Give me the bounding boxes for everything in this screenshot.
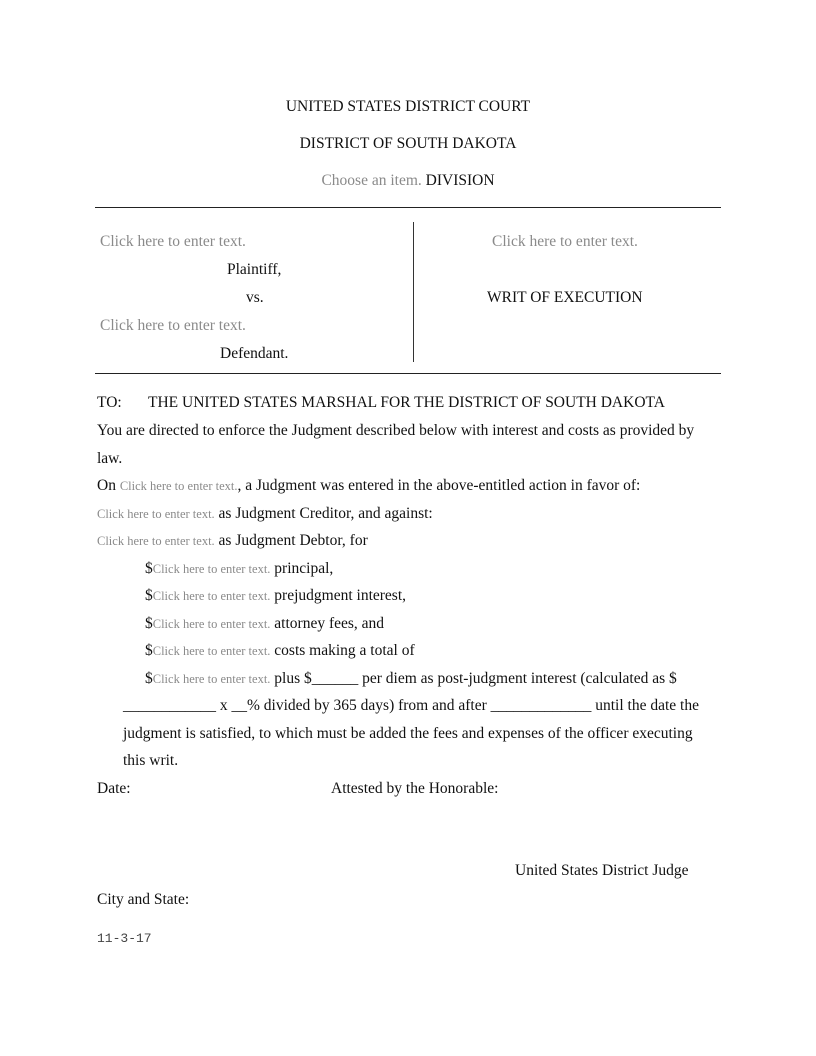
dollar-sign: $	[145, 670, 153, 687]
judgment-entered-text: , a Judgment was entered in the above-entitled action in favor of:	[237, 477, 641, 494]
creditor-line	[97, 505, 433, 523]
costs-field[interactable]: Click here to enter text.	[152, 644, 271, 658]
defendant-name-field[interactable]: Click here to enter text.	[100, 317, 246, 334]
caption-bottom-rule	[95, 373, 721, 374]
attorney-fees-field[interactable]: Click here to enter text.	[152, 617, 271, 631]
judgment-date-field[interactable]: Click here to enter text.	[119, 479, 238, 493]
judge-title: United States District Judge	[515, 862, 689, 879]
form-revision: 11-3-17	[97, 931, 152, 946]
dollar-sign: $	[145, 587, 153, 604]
directive-line: You are directed to enforce the Judgment described below with interest and costs as provided by	[97, 422, 695, 439]
debtor-text: as Judgment Debtor, for	[218, 532, 368, 549]
total-amount-field[interactable]: Click here to enter text.	[152, 672, 271, 686]
case-number-field[interactable]: Click here to enter text.	[492, 233, 638, 250]
total-line	[145, 670, 677, 688]
principal-label: principal,	[274, 560, 334, 577]
on-label: On	[97, 477, 116, 494]
date-label: Date:	[97, 780, 131, 797]
judgment-entered-line	[97, 477, 640, 495]
prejudgment-interest-label: prejudgment interest,	[274, 587, 407, 604]
judgment-debtor-field[interactable]: Click here to enter text.	[97, 534, 215, 548]
directive-line-end: law.	[97, 450, 123, 467]
prejudgment-interest-field[interactable]: Click here to enter text.	[152, 589, 271, 603]
costs-label: costs making a total of	[274, 642, 415, 659]
division-label: DIVISION	[425, 172, 495, 189]
prejudgment-interest-line	[145, 587, 406, 605]
per-diem-text: plus $______ per diem as post-judgment interest (calculated as $	[274, 670, 677, 687]
debtor-line	[97, 532, 368, 550]
district-title: DISTRICT OF SOUTH DAKOTA	[299, 135, 517, 152]
caption-divider	[413, 222, 414, 362]
creditor-text: as Judgment Creditor, and against:	[218, 505, 433, 522]
attorney-fees-line	[145, 615, 384, 633]
dollar-sign: $	[145, 615, 153, 632]
satisfied-line: judgment is satisfied, to which must be added the fees and expenses of the officer executing	[123, 725, 693, 742]
to-label: TO:	[97, 394, 122, 411]
document-title: WRIT OF EXECUTION	[487, 289, 643, 306]
writ-line: this writ.	[123, 752, 179, 769]
vs-label: vs.	[246, 289, 264, 306]
to-recipient: THE UNITED STATES MARSHAL FOR THE DISTRICT OF SOUTH DAKOTA	[148, 394, 665, 411]
caption-top-rule	[95, 207, 721, 208]
attested-label: Attested by the Honorable:	[331, 780, 499, 797]
principal-line	[145, 560, 333, 578]
defendant-label: Defendant.	[220, 345, 289, 362]
interest-calculation-line: ____________ x __% divided by 365 days) from and after _____________ until the date the	[123, 697, 699, 714]
plaintiff-name-field[interactable]: Click here to enter text.	[100, 233, 246, 250]
dollar-sign: $	[145, 560, 153, 577]
dollar-sign: $	[145, 642, 153, 659]
court-title: UNITED STATES DISTRICT COURT	[285, 98, 531, 115]
city-state-label: City and State:	[97, 891, 190, 908]
costs-line	[145, 642, 415, 660]
division-line	[0, 172, 816, 190]
judgment-creditor-field[interactable]: Click here to enter text.	[97, 507, 215, 521]
plaintiff-label: Plaintiff,	[227, 261, 282, 278]
division-dropdown[interactable]: Choose an item.	[321, 172, 422, 189]
principal-amount-field[interactable]: Click here to enter text.	[152, 562, 271, 576]
attorney-fees-label: attorney fees, and	[274, 615, 385, 632]
